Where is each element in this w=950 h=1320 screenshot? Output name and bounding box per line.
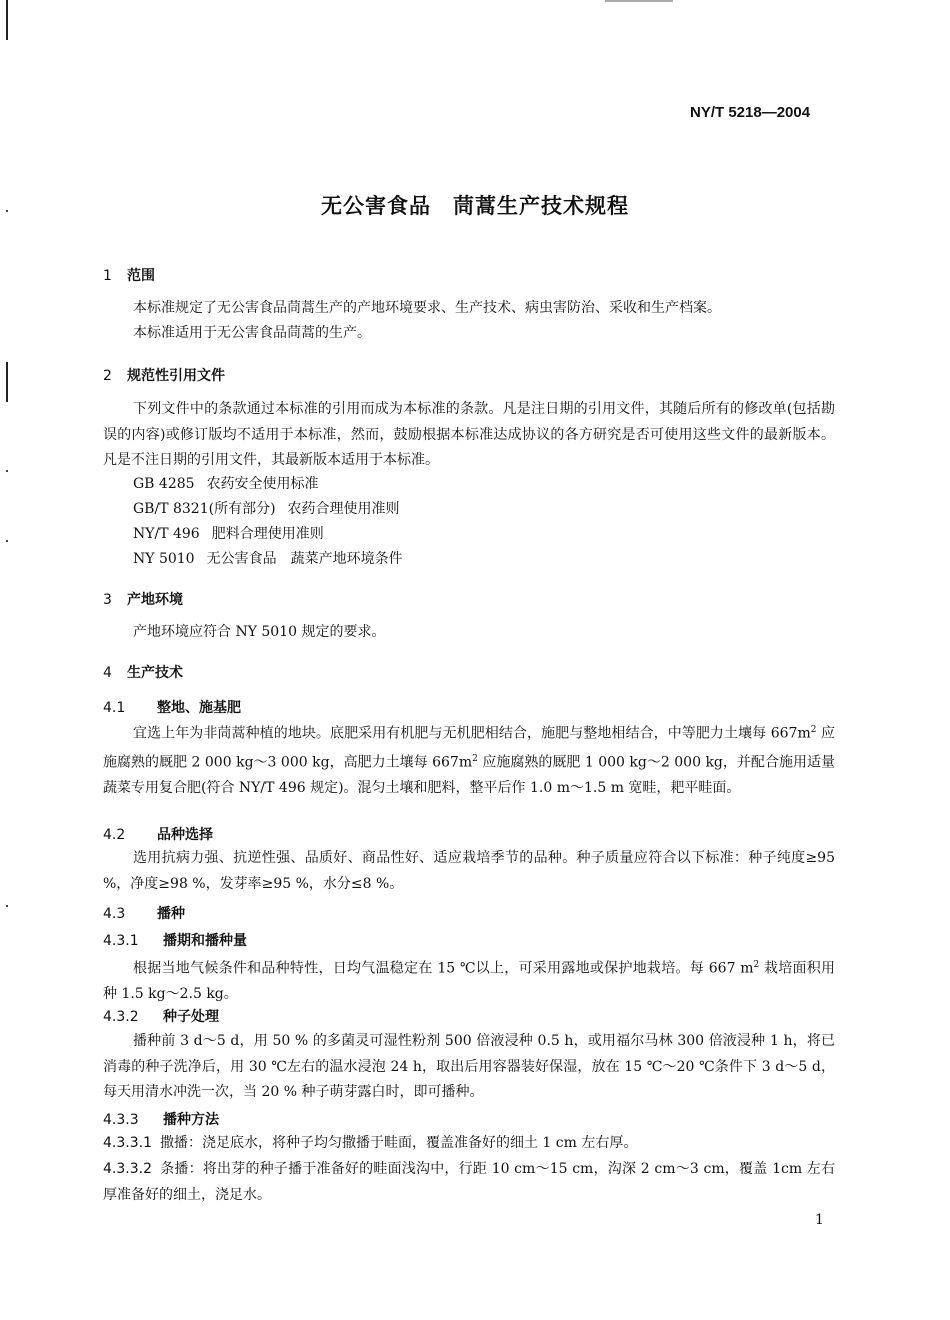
subsection-heading-4-2: 4.2 品种选择 xyxy=(103,827,213,843)
scan-edge-mark xyxy=(6,0,8,40)
paragraph: 本标准规定了无公害食品茼蒿生产的产地环境要求、生产技术、病虫害防治、采收和生产档案。 xyxy=(133,300,721,316)
page-number: 1 xyxy=(815,1212,824,1228)
section-heading-4: 4 生产技术 xyxy=(103,665,183,681)
standard-number: NY/T 5218—2004 xyxy=(690,104,811,121)
subsection-heading-4-3-2: 4.3.2 种子处理 xyxy=(103,1009,219,1025)
paragraph: 宜选上年为非茼蒿种植的地块。底肥采用有机肥与无机肥相结合，施肥与整地相结合，中等肥力土壤每 $667m^2$ 应施腐熟的厩肥 2 000 kg～3 000 kg，高肥力土壤每 $667m^2$ 应施腐熟的厩肥 1 000 kg～2 000 kg，并配合施用适量蔬菜专用复合肥(符合 NY/T 496 规定)。混匀土壤和肥料，整平后作 1.0 m～1.5 m 宽畦，耙平畦面。 xyxy=(103,725,835,797)
subsection-heading-4-3: 4.3 播种 xyxy=(103,906,185,922)
section-heading-3: 3 产地环境 xyxy=(103,592,183,608)
scan-edge-mark xyxy=(6,470,8,472)
list-item: 4.3.3.2 条播：将出芽的种子播于准备好的畦面浅沟中，行距 10 cm～15 cm，沟深 2 cm～3 cm，覆盖 1cm 左右厚准备好的细土，浇足水。 xyxy=(103,1161,835,1203)
paragraph: 下列文件中的条款通过本标准的引用而成为本标准的条款。凡是注日期的引用文件，其随后所有的修改单(包括勘误的内容)或修订版均不适用于本标准，然而，鼓励根据本标准达成协议的各方研究是否可使用这些文件的最新版本。凡是不注日期的引用文件，其最新版本适用于本标准。 xyxy=(103,401,835,468)
subsection-heading-4-1: 4.1 整地、施基肥 xyxy=(103,700,241,716)
paragraph: 选用抗病力强、抗逆性强、品质好、商品性好、适应栽培季节的品种。种子质量应符合以下标准：种子纯度≥95 %，净度≥98 %，发芽率≥95 %，水分≤8 %。 xyxy=(103,850,835,892)
scan-edge-mark xyxy=(6,905,8,907)
paragraph: 根据当地气候条件和品种特性，日均气温稳定在 15 ℃以上，可采用露地或保护地栽培。每 667 $m^2$ 栽培面积用种 1.5 kg～2.5 kg。 xyxy=(103,960,836,1003)
section-heading-2: 2 规范性引用文件 xyxy=(103,368,225,384)
scan-artifact-line xyxy=(605,0,673,2)
reference-item: NY/T 496 肥料合理使用准则 xyxy=(133,526,324,542)
reference-item: NY 5010 无公害食品 蔬菜产地环境条件 xyxy=(133,551,403,567)
page-title: 无公害食品 茼蒿生产技术规程 xyxy=(321,194,629,218)
scan-edge-mark xyxy=(6,362,8,402)
subsection-heading-4-3-1: 4.3.1 播期和播种量 xyxy=(103,933,247,949)
scan-edge-mark xyxy=(6,540,8,542)
paragraph: 本标准适用于无公害食品茼蒿的生产。 xyxy=(133,325,371,341)
list-item: 4.3.3.1 撒播：浇足底水，将种子均匀撒播于畦面，覆盖准备好的细土 1 cm 左右厚。 xyxy=(103,1135,638,1151)
reference-item: GB/T 8321(所有部分) 农药合理使用准则 xyxy=(133,501,400,517)
section-heading-1: 1 范围 xyxy=(103,268,155,284)
paragraph: 产地环境应符合 NY 5010 规定的要求。 xyxy=(133,624,386,640)
subsection-heading-4-3-3: 4.3.3 播种方法 xyxy=(103,1112,219,1128)
reference-item: GB 4285 农药安全使用标准 xyxy=(133,476,319,492)
paragraph: 播种前 3 d～5 d，用 50 % 的多菌灵可湿性粉剂 500 倍液浸种 0.5 h，或用福尔马林 300 倍液浸种 1 h，将已消毒的种子洗净后，用 30 ℃左右的温水浸泡 24 h，取出后用容器装好保湿，放在 15 ℃～20 ℃条件下 3 d～5 d，每天用清水冲洗一次，当 20 % 种子萌芽露白时，即可播种。 xyxy=(103,1033,835,1100)
